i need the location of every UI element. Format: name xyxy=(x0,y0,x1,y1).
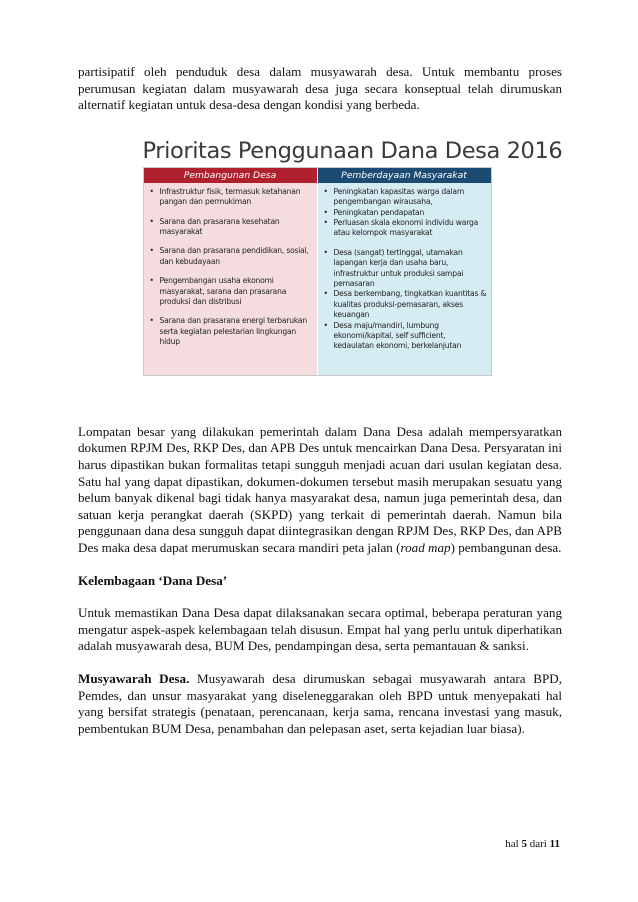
left-item-list xyxy=(148,187,313,348)
column-header-left: Pembangunan Desa xyxy=(144,168,317,183)
list-item: • Sarana dan prasarana energi terbarukan serta kegiatan pelestarian lingkungan hidup xyxy=(148,316,313,347)
paragraph-intro: partisipatif oleh penduduk desa dalam musyawarah desa. Untuk membantu proses perumusan kegiatan dalam musyawarah desa juga secara konseptual telah dirumuskan alternatif kegiatan untuk desa-desa dengan kondisi yang berbeda. xyxy=(78,64,562,113)
column-pembangunan-desa xyxy=(144,168,317,375)
page-number: hal 5 dari 11 xyxy=(505,838,560,850)
paragraph-kelembagaan: Untuk memastikan Dana Desa dapat dilaksanakan secara optimal, beberapa peraturan yang mengatur aspek-aspek kelembagaan telah disusun. Empat hal yang perlu untuk diperhatikan adalah musyawarah desa, BUM Des, pendampingan desa, serta pemantauan & sanksi. xyxy=(78,605,562,654)
paragraph-musyawarah: Musyawarah Desa. Musyawarah desa dirumuskan sebagai musyawarah antara BPD, Pemdes, dan unsur masyarakat yang diseleneggarakan oleh BPD untuk menyepakati hal yang bersifat strategis (penataan, perencanaan, kerja sama, rencana investasi yang masuk, pembentukan BUM Desa, penambahan dan pelepasan aset, serta kejadian luar biasa). xyxy=(78,670,562,736)
italic-term: road map xyxy=(400,539,451,555)
priority-figure xyxy=(142,137,563,376)
list-item: • Peningkatan kapasitas warga dalam pengembangan wirausaha, xyxy=(322,187,487,208)
list-item: • Sarana dan prasarana pendidikan, sosial, dan kebudayaan xyxy=(148,246,313,267)
list-item: • Desa maju/mandiri, lumbung ekonomi/kapital, self sufficient, kedaulatan ekonomi, berkelanjutan xyxy=(322,321,487,352)
list-item: • Sarana dan prasarana kesehatan masyarakat xyxy=(148,217,313,238)
priority-table xyxy=(143,167,492,376)
document-page xyxy=(78,64,562,737)
list-item: • Perluasan skala ekonomi individu warga atau kelompok masyarakat xyxy=(322,218,487,239)
section-heading: Kelembagaan ‘Dana Desa’ xyxy=(78,572,228,588)
list-item: • Peningkatan pendapatan xyxy=(322,208,487,218)
list-item: • Pengembangan usaha ekonomi masyarakat, sarana dan prasarana produksi dan distribusi xyxy=(148,276,313,307)
right-item-list xyxy=(322,187,487,352)
list-item: • Desa (sangat) tertinggal, utamakan lapangan kerja dan usaha baru, infrastruktur untuk produksi sampai pemasaran xyxy=(322,248,487,290)
total-pages: 11 xyxy=(549,838,560,850)
list-item: • Desa berkembang, tingkatkan kuantitas & kualitas produksi-pemasaran, akses keuangan xyxy=(322,289,487,320)
paragraph-dokumen: Lompatan besar yang dilakukan pemerintah dalam Dana Desa adalah mempersyaratkan dokumen RPJM Des, RKP Des, dan APB Des untuk mencairkan Dana Desa. Persyaratan ini harus dipastikan bukan formalitas tetapi sungguh menjadi acuan dari usulan kegiatan desa. Satu hal yang dapat dipastikan, dokumen-dokumen tersebut masih merupakan sesuatu yang belum banyak dikenal bagi tidak hanya masyarakat desa, namun juga pemerintah desa, dan satuan kerja perangkat daerah (SKPD) yang terkait di pemerintah daerah. Namun bila penggunaan dana desa sungguh dapat diintegrasikan dengan RPJM Des, RKP Des, dan APB Des maka desa dapat merumuskan secara mandiri peta jalan (road map) pembangunan desa. xyxy=(78,423,562,555)
paragraph-lead: Musyawarah Desa. xyxy=(78,670,190,686)
list-item: • Infrastruktur fisik, termasuk ketahanan pangan dan permukiman xyxy=(148,187,313,208)
current-page: 5 xyxy=(521,838,527,850)
column-pemberdayaan-masyarakat xyxy=(318,168,491,375)
figure-title: Prioritas Penggunaan Dana Desa 2016 xyxy=(142,137,563,164)
column-header-right: Pemberdayaan Masyarakat xyxy=(318,168,491,183)
